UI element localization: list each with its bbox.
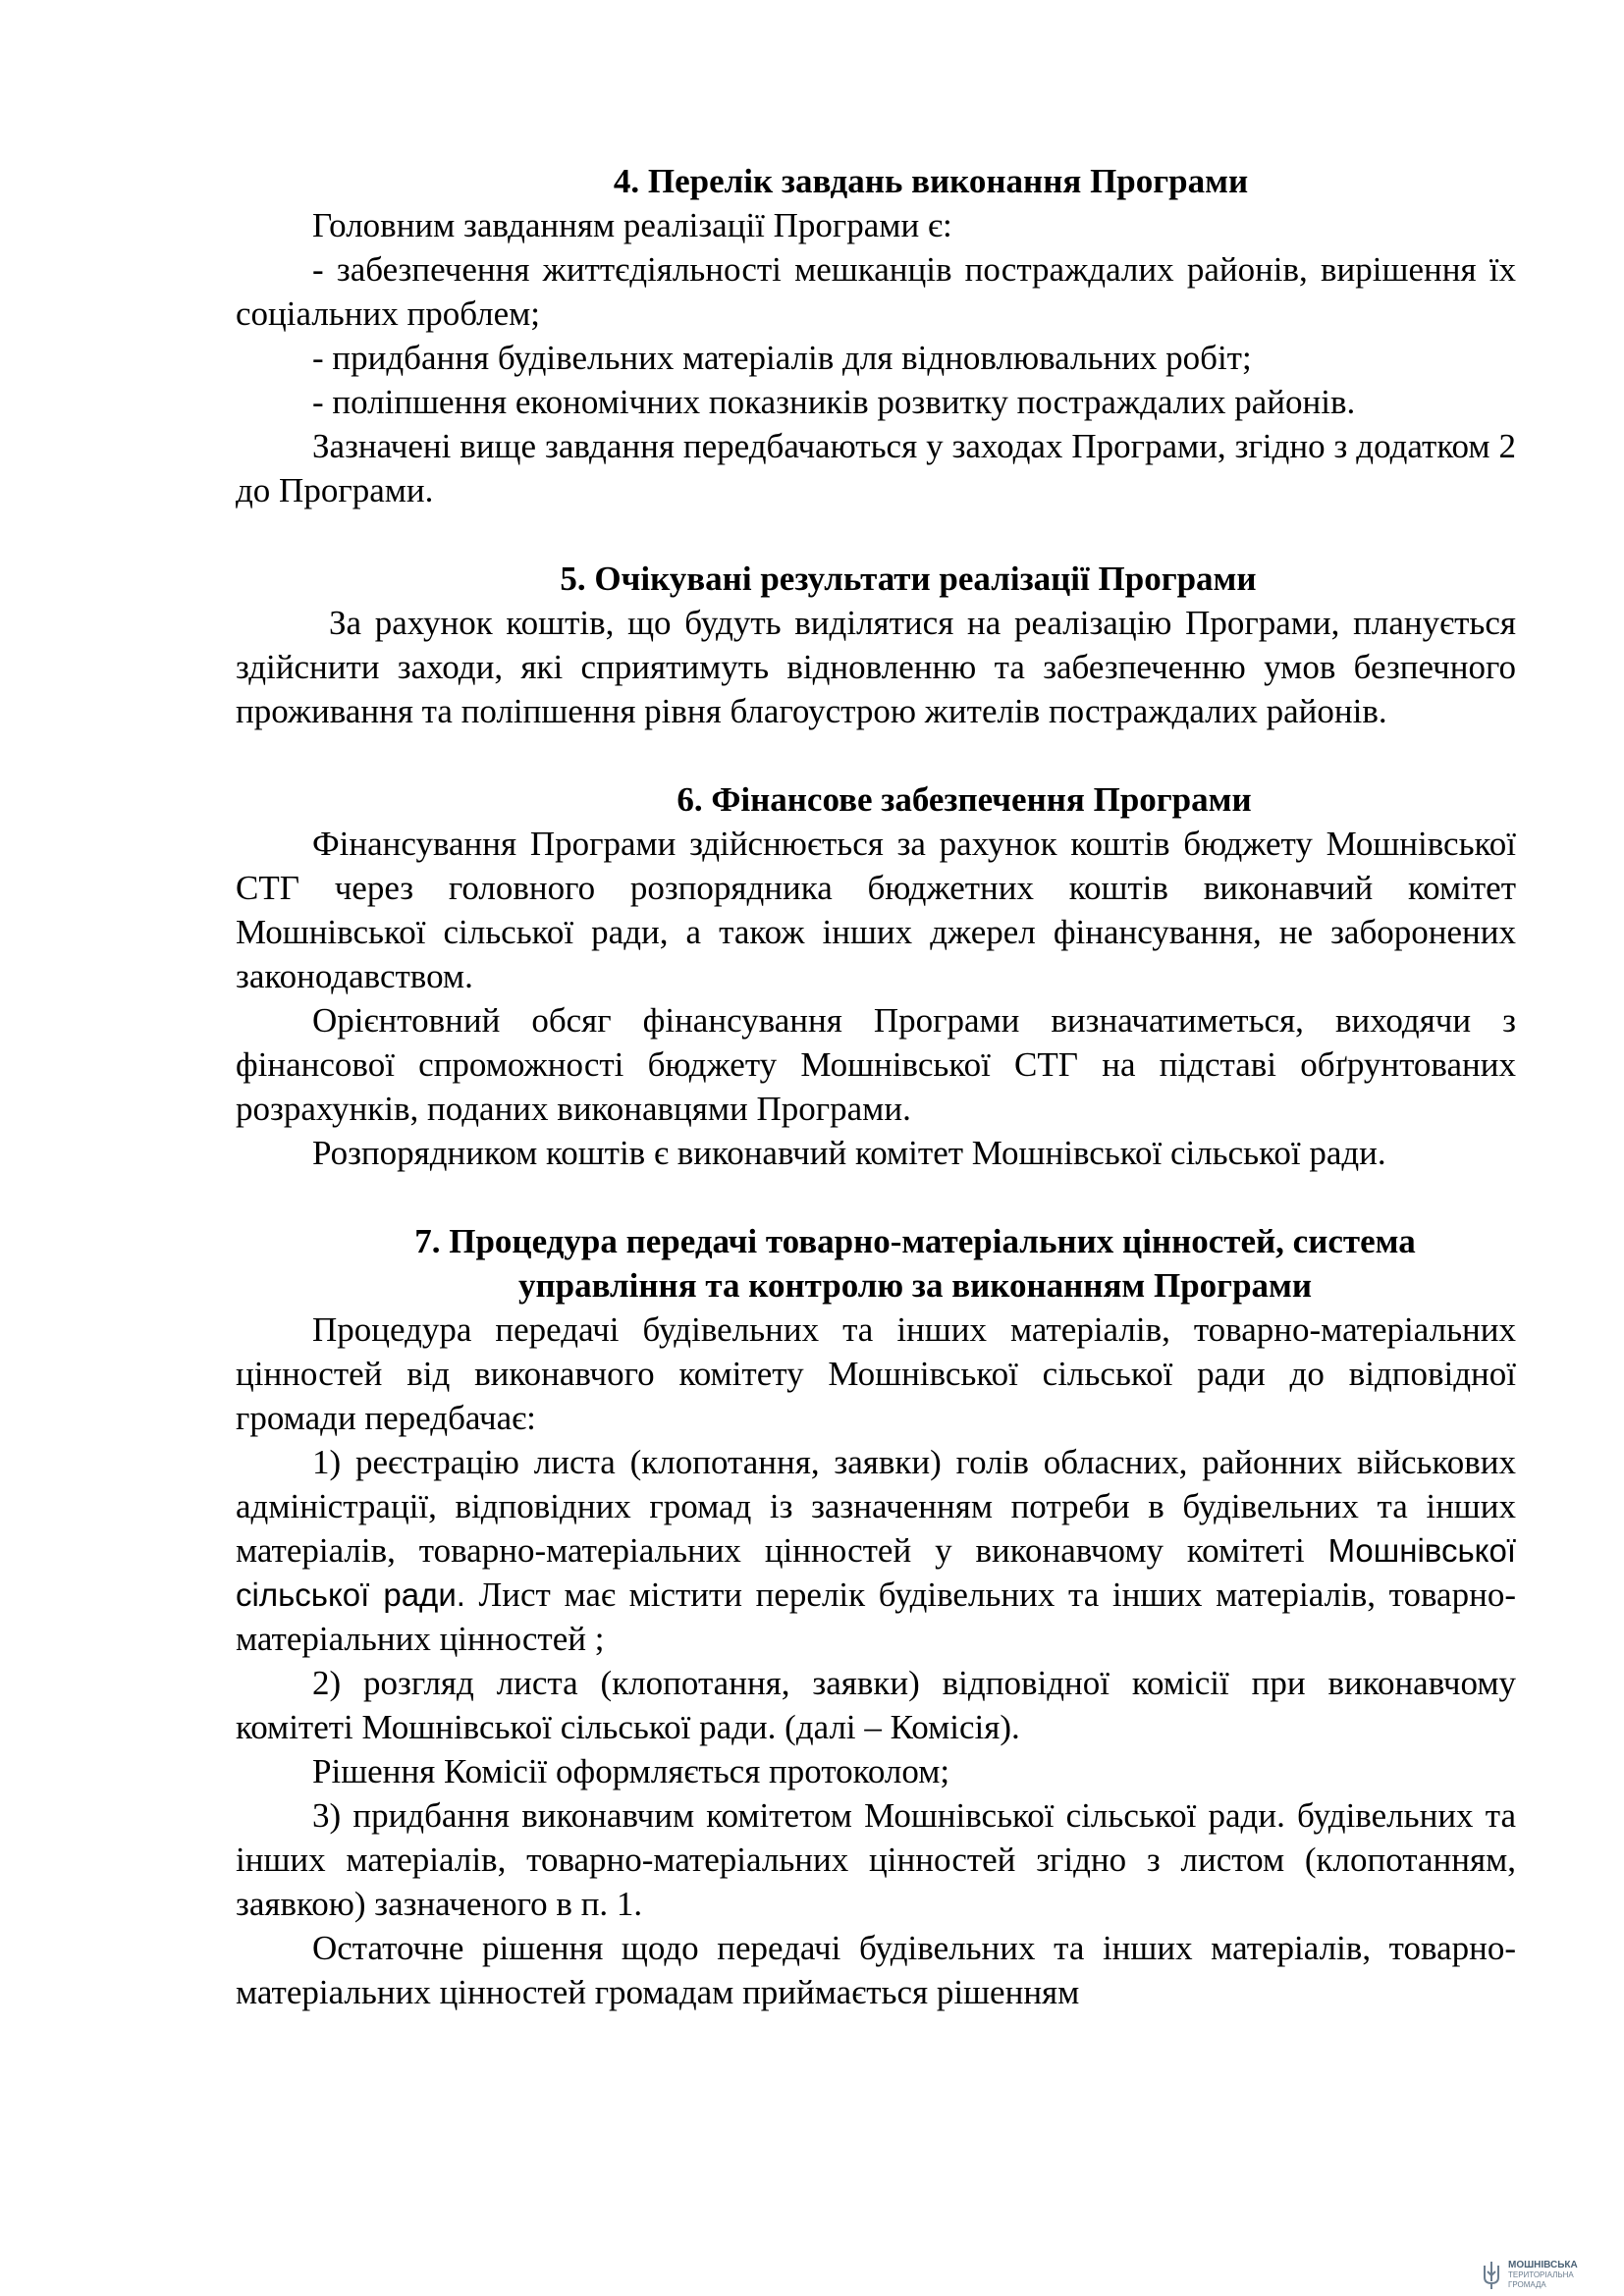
section-4-item-3: - поліпшення економічних показників розвитку постраждалих районів. bbox=[312, 383, 1356, 421]
section-7-intro: Процедура передачі будівельних та інших матеріалів, товарно-матеріальних цінностей від виконавчого комітету Мошнівської сільської ради до відповідної громади передбачає: bbox=[236, 1310, 1516, 1437]
section-6-heading: 6. Фінансове забезпечення Програми bbox=[677, 780, 1252, 819]
section-6-paragraph-2: Орієнтовний обсяг фінансування Програми визначатиметься, виходячи з фінансової спроможності бюджету Мошнівської СТГ на підставі обґрунтованих розрахунків, поданих виконавцями Програми. bbox=[236, 1001, 1516, 1128]
section-7-item-2: 2) розгляд листа (клопотання, заявки) відповідної комісії при виконавчому комітеті Мошнівської сільської ради. (далі – Комісія). bbox=[236, 1664, 1516, 1746]
logo-line-1: МОШНІВСЬКА bbox=[1508, 2260, 1578, 2270]
section-7-item-1 bbox=[236, 1440, 1516, 1661]
document-page bbox=[236, 159, 1516, 2014]
section-7-item-1-part-c: Лист має містити перелік будівельних та інших матеріалів, товарно-матеріальних цінностей ; bbox=[236, 1575, 1516, 1658]
section-5-body: За рахунок коштів, що будуть виділятися на реалізацію Програми, планується здійснити заходи, які сприятимуть відновленню та забезпеченню умов безпечного проживання та поліпшення рівня благоустрою жителів постраждалих районів. bbox=[236, 604, 1516, 730]
logo-line-3: ГРОМАДА bbox=[1508, 2280, 1546, 2289]
trident-icon bbox=[1481, 2260, 1502, 2291]
section-7-item-1-part-b: Мошнівської сільської ради. bbox=[236, 1532, 1516, 1613]
logo-line-2: ТЕРИТОРІАЛЬНА bbox=[1508, 2270, 1574, 2279]
community-logo bbox=[1481, 2258, 1618, 2293]
section-7-heading-line-2: управління та контролю за виконанням Програми bbox=[517, 1266, 1313, 1305]
section-7-decision: Рішення Комісії оформляється протоколом; bbox=[312, 1752, 950, 1790]
section-5-heading: 5. Очікувані результати реалізації Програми bbox=[560, 560, 1257, 598]
section-4-item-2: - придбання будівельних матеріалів для відновлювальних робіт; bbox=[312, 339, 1252, 377]
section-6-paragraph-1: Фінансування Програми здійснюється за рахунок коштів бюджету Мошнівської СТГ через головного розпорядника бюджетних коштів виконавчий комітет Мошнівської сільської ради, а також інших джерел фінансування, не заборонених законодавством. bbox=[236, 825, 1516, 995]
section-7-final: Остаточне рішення щодо передачі будівельних та інших матеріалів, товарно-матеріальних цінностей громадам приймається рішенням bbox=[236, 1929, 1516, 2011]
section-4-intro: Головним завданням реалізації Програми є: bbox=[312, 206, 952, 244]
section-7-heading-line-1: 7. Процедура передачі товарно-матеріальних цінностей, система bbox=[414, 1222, 1416, 1260]
section-7-item-1-part-a: 1) реєстрацію листа (клопотання, заявки) голів обласних, районних військових адміністрації, відповідних громад із зазначенням потреби в будівельних та інших матеріалів, товарно-матеріальних цінностей у виконавчому комітеті bbox=[236, 1443, 1516, 1570]
section-4-item-1: - забезпечення життєдіяльності мешканців постраждалих районів, вирішення їх соціальних проблем; bbox=[236, 250, 1516, 333]
section-4-heading: 4. Перелік завдань виконання Програми bbox=[613, 162, 1249, 200]
section-6-paragraph-3: Розпорядником коштів є виконавчий комітет Мошнівської сільської ради. bbox=[312, 1134, 1386, 1172]
section-4-closing: Зазначені вище завдання передбачаються у заходах Програми, згідно з додатком 2 до Програми. bbox=[236, 427, 1516, 509]
section-7-item-3: 3) придбання виконавчим комітетом Мошнівської сільської ради. будівельних та інших матеріалів, товарно-матеріальних цінностей згідно з листом (клопотанням, заявкою) зазначеного в п. 1. bbox=[236, 1796, 1516, 1923]
logo-text bbox=[1508, 2261, 1578, 2290]
